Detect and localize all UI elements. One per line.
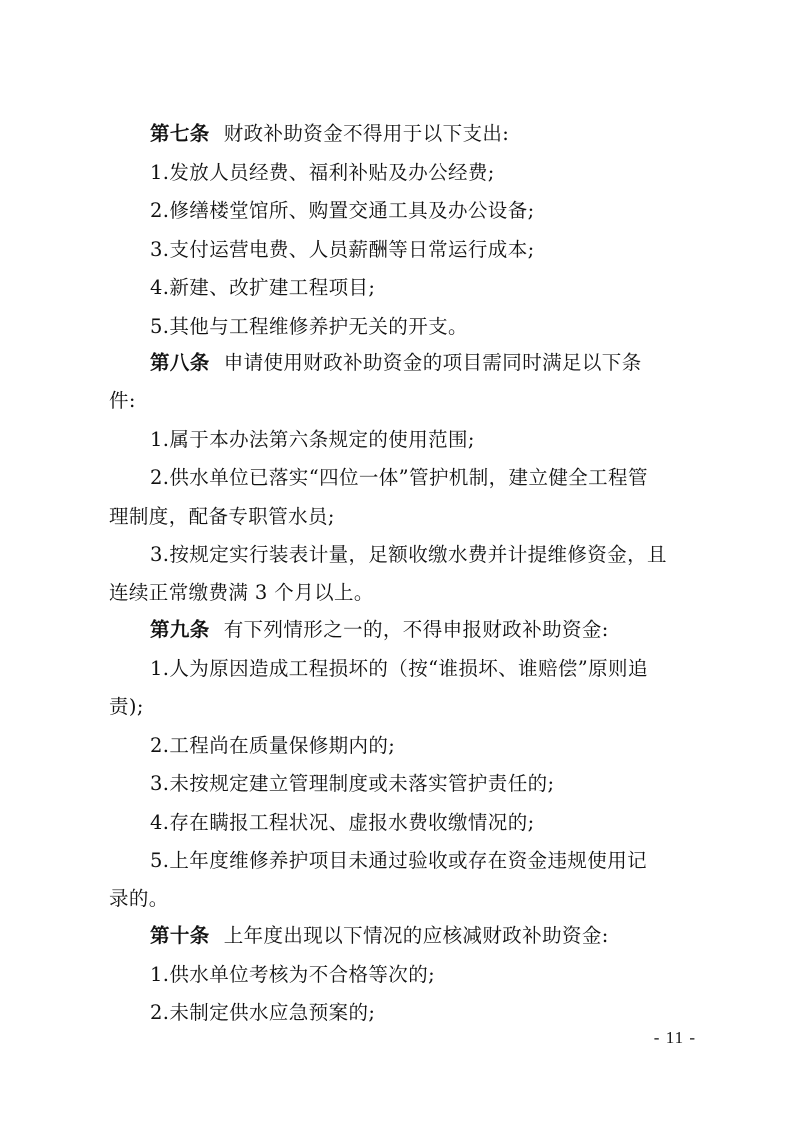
article-7-item-3: 3.支付运营电费、人员薪酬等日常运行成本; (150, 238, 535, 261)
article-9-item-5: 5.上年度维修养护项目未通过验收或存在资金违规使用记 (150, 849, 648, 872)
article-7-intro: 财政补助资金不得用于以下支出: (223, 122, 510, 145)
article-10-intro-line (0, 923, 792, 949)
article-7-item-4: 4.新建、改扩建工程项目; (150, 276, 376, 299)
article-8-item-3: 3.按规定实行装表计量，足额收缴水费并计提维修资金，且 (150, 543, 667, 566)
article-7-item-5: 5.其他与工程维修养护无关的开支。 (150, 315, 468, 338)
article-8-item-2: 2.供水单位已落实“四位一体”管护机制，建立健全工程管 (150, 466, 648, 489)
article-8-item-2-continued: 理制度，配备专职管水员; (109, 505, 335, 528)
article-10-intro: 上年度出现以下情况的应核减财政补助资金: (223, 924, 609, 947)
article-9-item-2: 2.工程尚在质量保修期内的; (150, 734, 396, 757)
article-9-item-1: 1.人为原因造成工程损坏的（按“谁损坏、谁赔偿”原则追 (150, 657, 648, 680)
article-8-heading: 第八条 (150, 351, 210, 374)
article-10-heading: 第十条 (150, 924, 210, 947)
article-8-intro: 申请使用财政补助资金的项目需同时满足以下条 (223, 351, 642, 374)
article-7-item-1: 1.发放人员经费、福利补贴及办公经费; (150, 161, 495, 184)
article-7-item-2: 2.修缮楼堂馆所、购置交通工具及办公设备; (150, 199, 535, 222)
article-9-item-4: 4.存在瞒报工程状况、虚报水费收缴情况的; (150, 811, 535, 834)
article-8-intro-continued: 件: (109, 389, 136, 412)
article-10-item-1: 1.供水单位考核为不合格等次的; (150, 963, 436, 986)
article-8-intro-line (0, 350, 792, 376)
article-9-intro: 有下列情形之一的，不得申报财政补助资金: (223, 618, 609, 641)
article-9-item-5-continued: 录的。 (109, 887, 169, 910)
article-8-item-3-continued: 连续正常缴费满 3 个月以上。 (109, 581, 374, 604)
article-7-heading: 第七条 (150, 122, 210, 145)
article-9-heading: 第九条 (150, 618, 210, 641)
article-8-item-1: 1.属于本办法第六条规定的使用范围; (150, 428, 475, 451)
page-number: - 11 - (653, 1028, 696, 1047)
article-9-item-3: 3.未按规定建立管理制度或未落实管护责任的; (150, 772, 555, 795)
article-9-intro-line (0, 617, 792, 643)
article-10-item-2: 2.未制定供水应急预案的; (150, 1001, 376, 1024)
article-9-item-1-continued: 责); (109, 695, 144, 718)
article-7-intro-line (0, 121, 792, 147)
